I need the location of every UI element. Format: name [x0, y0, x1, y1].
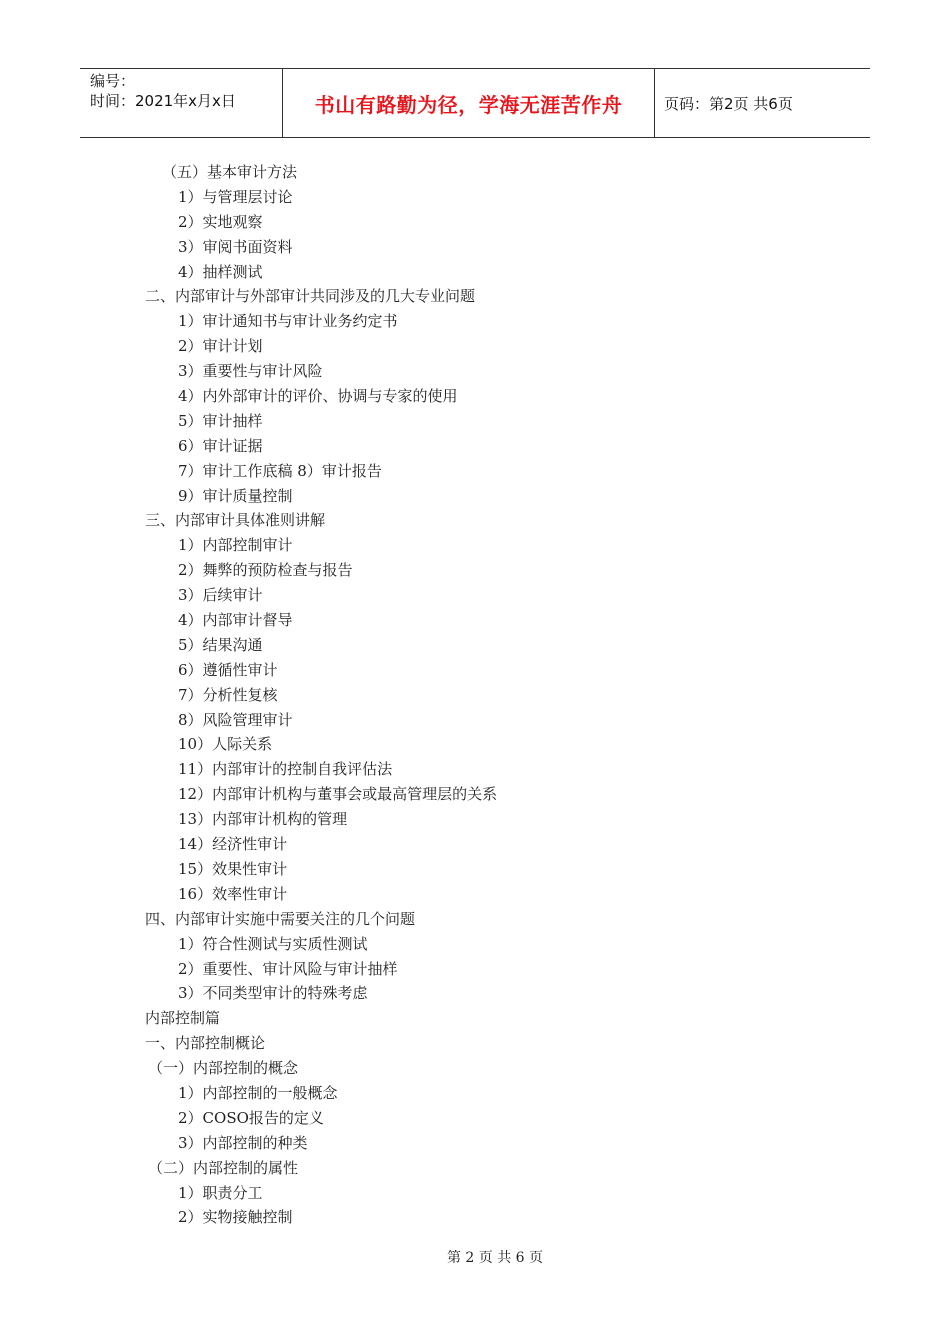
document-date: 时间：2021年x月x日	[90, 92, 236, 110]
outline-item: 6）审计证据	[178, 436, 263, 455]
outline-item: 8）风险管理审计	[178, 710, 293, 729]
outline-item: 3）内部控制的种类	[178, 1133, 308, 1152]
outline-item: 1）内部控制的一般概念	[178, 1083, 338, 1102]
document-body	[0, 160, 950, 1230]
outline-item: 7）分析性复核	[178, 685, 278, 704]
outline-item: 1）职责分工	[178, 1183, 263, 1202]
outline-item: 3）审阅书面资料	[178, 237, 293, 256]
outline-item: 2）重要性、审计风险与审计抽样	[178, 959, 398, 978]
outline-item: 5）结果沟通	[178, 635, 263, 654]
outline-heading: （二）内部控制的属性	[148, 1158, 299, 1177]
outline-item: 3）重要性与审计风险	[178, 362, 323, 381]
outline-item: 16）效率性审计	[178, 884, 288, 903]
outline-heading: （一）内部控制的概念	[148, 1059, 299, 1078]
outline-item: 2）实物接触控制	[178, 1208, 293, 1227]
outline-item: 2）实地观察	[178, 212, 263, 231]
outline-heading: （五）基本审计方法	[162, 163, 298, 181]
outline-item: 10）人际关系	[178, 735, 273, 754]
document-number-label: 编号：	[90, 72, 136, 90]
outline-item: 4）内部审计督导	[178, 611, 293, 630]
outline-item: 4）内外部审计的评价、协调与专家的使用	[178, 387, 458, 406]
outline-item: 1）审计通知书与审计业务约定书	[178, 312, 398, 331]
outline-heading: 内部控制篇	[145, 1009, 221, 1028]
outline-item: 4）抽样测试	[178, 262, 263, 281]
outline-item: 3）不同类型审计的特殊考虑	[178, 984, 368, 1003]
outline-item: 2）舞弊的预防检查与报告	[178, 561, 353, 580]
outline-item: 15）效果性审计	[178, 859, 288, 878]
outline-heading: 二、内部审计与外部审计共同涉及的几大专业问题	[145, 287, 476, 306]
outline-item: 7）审计工作底稿 8）审计报告	[178, 461, 382, 480]
outline-item: 3）后续审计	[178, 586, 263, 605]
outline-item: 2）审计计划	[178, 337, 263, 356]
outline-item: 6）遵循性审计	[178, 660, 278, 679]
outline-heading: 三、内部审计具体准则讲解	[145, 511, 326, 530]
outline-item: 14）经济性审计	[178, 835, 288, 854]
outline-item: 1）与管理层讨论	[178, 187, 293, 206]
header-page-number: 页码：第2页 共6页	[664, 94, 793, 113]
page-header	[80, 68, 870, 138]
header-meta	[90, 71, 280, 111]
outline-item: 9）审计质量控制	[178, 486, 293, 505]
outline-heading: 四、内部审计实施中需要关注的几个问题	[145, 909, 416, 928]
outline-item: 1）内部控制审计	[178, 536, 293, 555]
header-divider	[654, 69, 655, 137]
outline-item: 11）内部审计的控制自我评估法	[178, 760, 393, 779]
header-motto: 书山有路勤为径，学海无涯苦作舟	[314, 92, 623, 117]
outline-item: 2）COSO报告的定义	[178, 1108, 324, 1127]
outline-item: 1）符合性测试与实质性测试	[178, 934, 368, 953]
page-footer: 第 2 页 共 6 页	[446, 1250, 544, 1266]
outline-item: 13）内部审计机构的管理	[178, 810, 348, 829]
outline-item: 12）内部审计机构与董事会或最高管理层的关系	[178, 785, 498, 804]
outline-item: 5）审计抽样	[178, 411, 263, 430]
outline-heading: 一、内部控制概论	[145, 1034, 266, 1053]
